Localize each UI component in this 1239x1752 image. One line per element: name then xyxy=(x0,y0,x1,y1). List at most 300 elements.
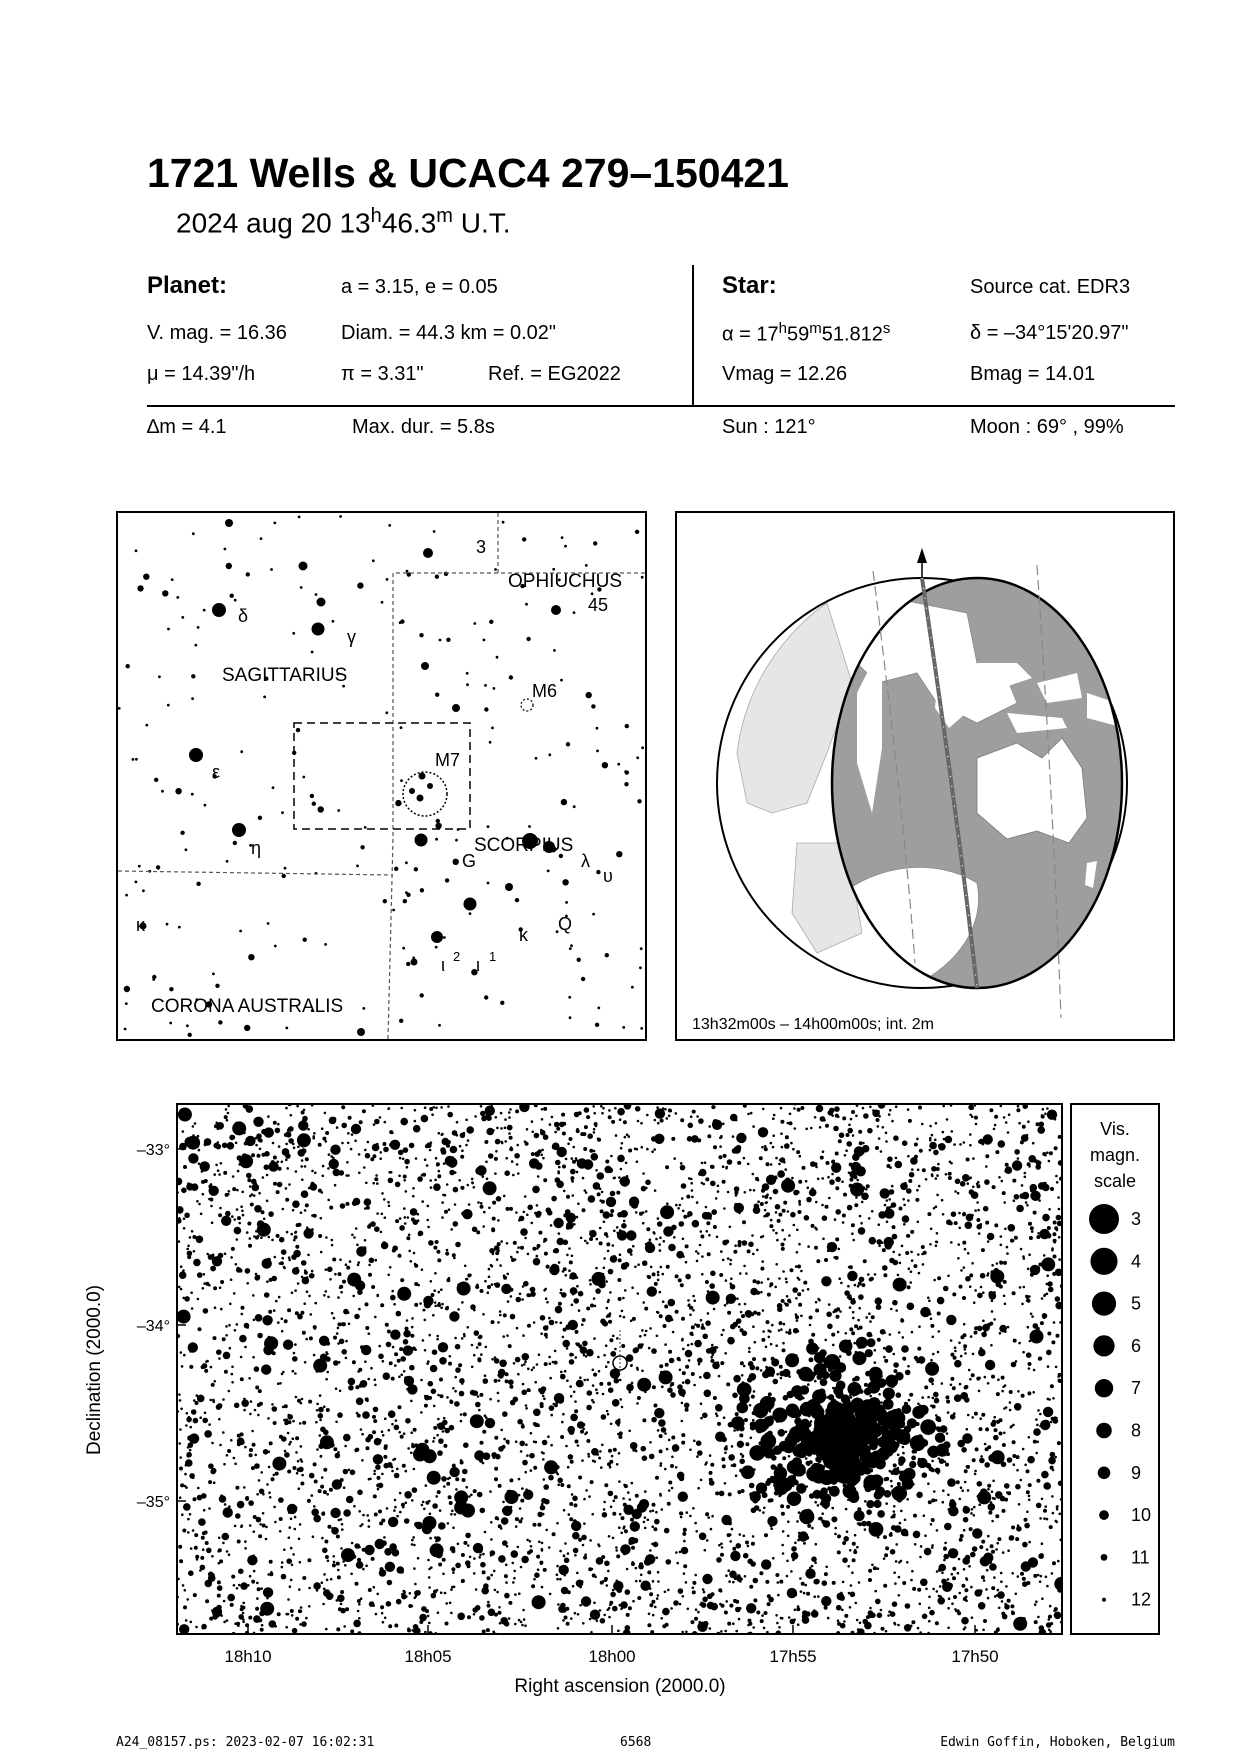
field-star xyxy=(915,1198,919,1202)
field-star xyxy=(414,1120,417,1123)
field-star xyxy=(938,1457,941,1460)
field-star xyxy=(950,1339,953,1342)
field-star xyxy=(335,1421,338,1424)
field-star xyxy=(778,1429,786,1437)
field-star xyxy=(607,1301,610,1304)
field-star xyxy=(945,1395,949,1399)
field-star xyxy=(852,1134,855,1137)
field-star xyxy=(780,1377,783,1380)
field-star xyxy=(505,1379,509,1383)
field-star xyxy=(325,1131,329,1135)
field-star xyxy=(679,1551,682,1554)
field-star xyxy=(455,1344,461,1350)
field-star xyxy=(549,1362,552,1365)
field-star xyxy=(682,1595,685,1598)
field-star xyxy=(556,1127,560,1131)
field-star xyxy=(491,1228,495,1232)
field-star xyxy=(253,1530,256,1533)
field-star xyxy=(707,1602,715,1610)
finder-star xyxy=(226,860,229,863)
field-star xyxy=(902,1336,905,1339)
finder-star xyxy=(444,572,448,576)
field-star xyxy=(909,1172,915,1178)
field-star xyxy=(810,1127,813,1130)
field-star xyxy=(526,1539,529,1542)
field-star xyxy=(480,1111,486,1117)
field-star xyxy=(780,1120,784,1124)
field-star xyxy=(471,1178,474,1181)
planet-heading: Planet: xyxy=(147,272,228,299)
field-star xyxy=(767,1293,771,1297)
field-star xyxy=(547,1435,550,1438)
field-star xyxy=(323,1573,326,1576)
field-star xyxy=(980,1273,986,1279)
field-star xyxy=(393,1509,396,1512)
field-star xyxy=(766,1212,770,1216)
field-star xyxy=(302,1331,306,1335)
field-star xyxy=(557,1478,563,1484)
field-star xyxy=(690,1182,693,1185)
field-star xyxy=(489,1398,492,1401)
field-star xyxy=(985,1427,989,1431)
field-star xyxy=(557,1170,560,1173)
field-star xyxy=(855,1196,858,1199)
field-star xyxy=(647,1241,653,1247)
field-star xyxy=(542,1452,545,1455)
field-star xyxy=(848,1382,862,1396)
field-star xyxy=(316,1409,319,1412)
field-star xyxy=(211,1383,215,1387)
field-star xyxy=(444,1592,447,1595)
finder-star xyxy=(640,1027,643,1030)
field-star xyxy=(582,1428,585,1431)
field-star xyxy=(778,1277,781,1280)
field-star xyxy=(233,1292,236,1295)
field-star xyxy=(960,1395,963,1398)
field-star xyxy=(403,1345,413,1355)
field-star xyxy=(482,1570,486,1574)
field-star xyxy=(277,1123,280,1126)
field-star xyxy=(661,1386,664,1389)
field-star xyxy=(637,1292,640,1295)
field-star xyxy=(859,1215,862,1218)
field-star xyxy=(351,1234,354,1237)
field-star xyxy=(437,1394,440,1397)
field-star xyxy=(428,1381,434,1387)
field-star xyxy=(679,1204,682,1207)
field-star xyxy=(947,1411,950,1414)
field-star xyxy=(344,1445,347,1448)
field-star xyxy=(667,1378,670,1381)
field-star xyxy=(318,1413,324,1419)
field-star xyxy=(947,1607,950,1610)
field-star xyxy=(936,1426,940,1430)
field-star xyxy=(556,1565,559,1568)
field-star xyxy=(788,1331,792,1335)
field-star xyxy=(794,1609,797,1612)
field-star xyxy=(571,1304,574,1307)
field-star xyxy=(760,1267,764,1271)
field-star xyxy=(533,1321,536,1324)
field-star xyxy=(211,1442,214,1445)
field-star xyxy=(773,1114,776,1117)
field-star xyxy=(670,1464,674,1468)
finder-star xyxy=(118,707,121,710)
field-star xyxy=(384,1548,392,1556)
field-star xyxy=(284,1404,288,1408)
field-star xyxy=(268,1211,274,1217)
field-star xyxy=(525,1404,528,1407)
field-star xyxy=(560,1371,563,1374)
field-star xyxy=(968,1369,971,1372)
field-star xyxy=(790,1212,796,1218)
field-star xyxy=(642,1418,646,1422)
field-star xyxy=(610,1209,614,1213)
field-star xyxy=(527,1368,530,1371)
field-star xyxy=(253,1117,263,1127)
finder-star xyxy=(494,568,497,571)
field-star xyxy=(323,1490,327,1494)
field-star xyxy=(593,1602,596,1605)
finder-star xyxy=(569,947,572,950)
field-star xyxy=(677,1357,681,1361)
field-star xyxy=(232,1175,235,1178)
field-star xyxy=(225,1325,228,1328)
field-star xyxy=(406,1166,409,1169)
field-star xyxy=(506,1334,509,1337)
field-star xyxy=(505,1564,508,1567)
finder-star xyxy=(502,521,505,524)
finder-star xyxy=(302,776,305,779)
field-star xyxy=(428,1586,431,1589)
field-star xyxy=(893,1353,896,1356)
field-star xyxy=(889,1611,892,1614)
field-star xyxy=(348,1378,356,1386)
star-vmag: Vmag = 12.26 xyxy=(722,363,848,385)
field-star xyxy=(914,1451,917,1454)
field-star xyxy=(239,1269,243,1273)
field-star xyxy=(378,1345,381,1348)
field-star xyxy=(391,1377,395,1381)
field-star xyxy=(1006,1252,1009,1255)
field-star xyxy=(782,1530,785,1533)
field-star xyxy=(888,1113,891,1116)
field-star xyxy=(905,1532,909,1536)
field-star xyxy=(394,1473,400,1479)
field-star xyxy=(549,1377,552,1380)
field-star xyxy=(235,1122,239,1126)
finder-star xyxy=(435,575,439,579)
field-star xyxy=(910,1270,913,1273)
field-star xyxy=(423,1309,426,1312)
field-star xyxy=(963,1212,966,1215)
field-star xyxy=(841,1609,844,1612)
field-star xyxy=(770,1527,773,1530)
field-star xyxy=(950,1384,953,1387)
field-star xyxy=(912,1587,916,1591)
field-star xyxy=(743,1157,746,1160)
field-star xyxy=(399,1347,403,1351)
field-star xyxy=(406,1236,410,1240)
field-star xyxy=(660,1617,663,1620)
field-star xyxy=(1028,1367,1031,1370)
field-star xyxy=(277,1321,280,1324)
field-star xyxy=(509,1128,512,1131)
field-star xyxy=(251,1193,254,1196)
field-star xyxy=(288,1443,291,1446)
field-star xyxy=(481,1116,487,1122)
field-star xyxy=(466,1126,474,1134)
field-star xyxy=(969,1133,972,1136)
field-star xyxy=(952,1292,956,1296)
field-star xyxy=(450,1612,453,1615)
field-star xyxy=(711,1209,717,1215)
field-star xyxy=(217,1580,221,1584)
finder-star xyxy=(568,996,571,999)
field-star xyxy=(337,1322,341,1326)
field-star xyxy=(564,1616,568,1620)
field-star xyxy=(834,1218,837,1221)
finder-star xyxy=(298,516,301,519)
event-datetime: 2024 aug 20 13$^h$46.3$^m$ U.T. xyxy=(176,205,511,239)
field-star xyxy=(249,1237,252,1240)
field-star xyxy=(467,1615,471,1619)
field-star xyxy=(607,1250,610,1253)
field-star xyxy=(326,1408,330,1412)
field-star xyxy=(550,1224,553,1227)
finder-star xyxy=(273,522,276,525)
field-star xyxy=(374,1119,380,1125)
field-star xyxy=(989,1108,993,1112)
field-star xyxy=(281,1561,284,1564)
field-star xyxy=(785,1331,788,1334)
field-star xyxy=(724,1304,727,1307)
field-star xyxy=(548,1475,554,1481)
field-star xyxy=(809,1340,812,1343)
field-star xyxy=(868,1217,871,1220)
field-star xyxy=(621,1223,627,1229)
field-star xyxy=(971,1191,979,1199)
field-star xyxy=(284,1450,287,1453)
field-star xyxy=(594,1460,597,1463)
finder-star xyxy=(260,537,263,540)
field-star xyxy=(257,1220,265,1228)
field-star xyxy=(592,1105,595,1108)
field-star xyxy=(557,1238,565,1246)
field-star xyxy=(577,1444,580,1447)
field-star xyxy=(733,1599,737,1603)
field-star xyxy=(405,1418,411,1424)
field-star xyxy=(917,1347,921,1351)
field-star xyxy=(853,1550,857,1554)
field-star xyxy=(782,1552,785,1555)
field-star xyxy=(675,1204,678,1207)
field-star xyxy=(1024,1464,1027,1467)
field-star xyxy=(427,1205,430,1208)
finder-star xyxy=(624,770,627,773)
field-star xyxy=(398,1431,401,1434)
field-star xyxy=(533,1578,536,1581)
field-star xyxy=(679,1603,682,1606)
field-star xyxy=(727,1522,730,1525)
field-star xyxy=(374,1378,377,1381)
field-star xyxy=(659,1434,663,1438)
field-star xyxy=(354,1314,360,1320)
field-star xyxy=(797,1277,800,1280)
field-star xyxy=(636,1148,639,1151)
field-star xyxy=(522,1285,525,1288)
field-star xyxy=(782,1209,786,1213)
field-star xyxy=(722,1329,725,1332)
field-star xyxy=(998,1607,1001,1610)
field-star xyxy=(764,1562,768,1566)
field-star xyxy=(953,1143,956,1146)
field-star xyxy=(426,1164,429,1167)
field-star xyxy=(991,1490,994,1493)
field-star xyxy=(1003,1201,1006,1204)
field-star xyxy=(405,1470,408,1473)
field-star xyxy=(960,1269,963,1272)
finder-star xyxy=(509,675,513,679)
field-star xyxy=(271,1276,277,1282)
finder-star xyxy=(388,524,391,527)
field-star xyxy=(385,1323,389,1327)
field-star xyxy=(775,1204,781,1210)
field-star xyxy=(226,1119,229,1122)
field-star xyxy=(1048,1398,1051,1401)
field-star xyxy=(990,1270,1004,1284)
field-star xyxy=(204,1369,208,1373)
field-star xyxy=(438,1563,442,1567)
field-star xyxy=(698,1363,701,1366)
field-star xyxy=(192,1235,196,1239)
field-star xyxy=(894,1369,898,1373)
field-star xyxy=(930,1405,933,1408)
field-star xyxy=(657,1571,660,1574)
finder-star xyxy=(431,931,443,943)
field-star xyxy=(937,1435,943,1441)
field-star xyxy=(691,1325,695,1329)
field-star xyxy=(631,1561,634,1564)
field-star xyxy=(964,1588,968,1592)
field-star xyxy=(285,1198,289,1202)
field-star xyxy=(566,1347,569,1350)
field-star xyxy=(310,1313,313,1316)
finder-star xyxy=(595,1023,599,1027)
field-star xyxy=(514,1153,520,1159)
field-star xyxy=(616,1337,619,1340)
field-star xyxy=(367,1349,370,1352)
field-star xyxy=(779,1172,782,1175)
field-star xyxy=(343,1509,351,1517)
field-star xyxy=(878,1137,881,1140)
field-star xyxy=(277,1382,280,1385)
field-star xyxy=(349,1556,352,1559)
field-star xyxy=(501,1517,509,1525)
field-star xyxy=(857,1522,860,1525)
field-star xyxy=(816,1259,820,1263)
field-star xyxy=(545,1336,548,1339)
field-star xyxy=(485,1161,488,1164)
finder-star xyxy=(137,585,143,591)
field-star xyxy=(608,1449,612,1453)
field-star xyxy=(767,1329,770,1332)
field-star xyxy=(345,1357,348,1360)
field-star xyxy=(180,1288,183,1291)
field-star xyxy=(770,1476,774,1480)
field-star xyxy=(951,1130,954,1133)
field-star xyxy=(922,1263,925,1266)
field-star xyxy=(911,1570,914,1573)
field-star xyxy=(194,1122,197,1125)
field-star xyxy=(811,1224,815,1228)
field-star xyxy=(760,1281,763,1284)
field-star xyxy=(613,1230,616,1233)
field-star xyxy=(441,1133,444,1136)
field-star xyxy=(627,1491,630,1494)
field-star xyxy=(605,1160,609,1164)
field-star xyxy=(349,1260,352,1263)
field-star xyxy=(249,1575,252,1578)
field-star xyxy=(179,1467,183,1471)
field-star xyxy=(196,1200,199,1203)
finder-star xyxy=(239,930,242,933)
field-star xyxy=(725,1574,728,1577)
field-star xyxy=(348,1385,354,1391)
field-star xyxy=(775,1573,779,1577)
field-star xyxy=(599,1609,602,1612)
field-star xyxy=(358,1603,361,1606)
field-star xyxy=(223,1507,233,1517)
field-star xyxy=(533,1466,537,1470)
field-star xyxy=(867,1273,870,1276)
field-star xyxy=(807,1288,810,1291)
field-star xyxy=(1039,1413,1042,1416)
field-star xyxy=(268,1161,278,1171)
field-star xyxy=(488,1268,491,1271)
field-star xyxy=(361,1433,364,1436)
field-star xyxy=(404,1518,410,1524)
field-star xyxy=(727,1257,730,1260)
field-star xyxy=(834,1106,840,1112)
field-star xyxy=(883,1535,887,1539)
field-star xyxy=(494,1589,497,1592)
field-star xyxy=(464,1265,467,1268)
field-star xyxy=(883,1356,886,1359)
field-star xyxy=(657,1580,660,1583)
field-star xyxy=(887,1614,890,1617)
field-star xyxy=(566,1222,574,1230)
field-star xyxy=(859,1326,863,1330)
field-star xyxy=(600,1209,604,1213)
field-star xyxy=(892,1251,895,1254)
finder-star xyxy=(562,879,568,885)
field-star xyxy=(911,1168,914,1171)
field-star xyxy=(728,1492,732,1496)
finder-star xyxy=(166,923,169,926)
field-star xyxy=(877,1125,880,1128)
field-star xyxy=(785,1353,799,1367)
field-star xyxy=(253,1615,261,1623)
field-star xyxy=(427,1615,430,1618)
field-star xyxy=(208,1423,211,1426)
field-star xyxy=(443,1162,446,1165)
field-star xyxy=(1046,1518,1049,1521)
field-star xyxy=(939,1564,947,1572)
field-star xyxy=(616,1554,620,1558)
field-star xyxy=(414,1303,418,1307)
field-star xyxy=(373,1586,376,1589)
